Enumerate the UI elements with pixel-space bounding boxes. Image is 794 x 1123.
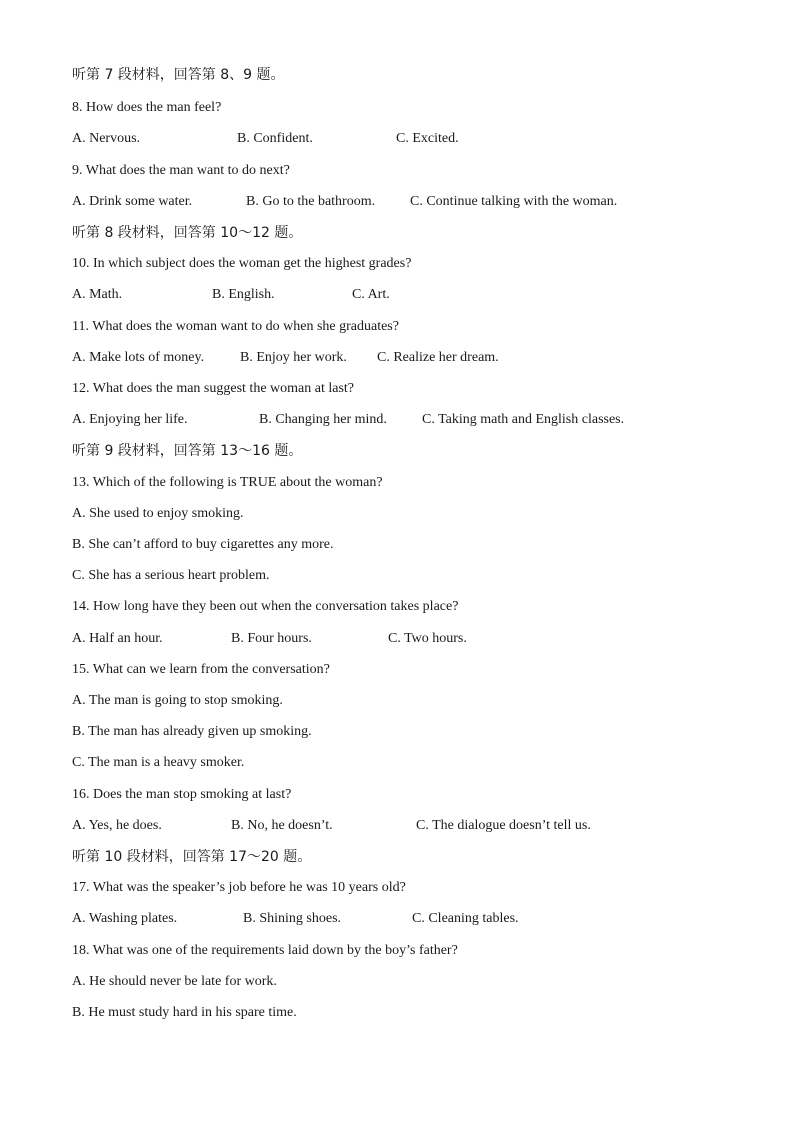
option-10b: B. English. [212, 287, 275, 302]
option-12b: B. Changing her mind. [259, 412, 387, 427]
option-8c: C. Excited. [396, 131, 459, 146]
question-15: 15. What can we learn from the conversation? [72, 662, 330, 677]
option-17a: A. Washing plates. [72, 911, 178, 926]
question-17: 17. What was the speaker’s job before he was 10 years old? [72, 880, 406, 895]
option-13a: A. She used to enjoy smoking. [72, 506, 244, 521]
question-11: 11. What does the woman want to do when she graduates? [72, 319, 399, 334]
option-10c: C. Art. [352, 287, 390, 302]
section-heading-7: 听第 7 段材料，回答第 8、9 题。 [72, 67, 285, 83]
question-14: 14. How long have they been out when the conversation takes place? [72, 599, 459, 614]
section-heading-8: 听第 8 段材料，回答第 10～12 题。 [72, 225, 303, 241]
question-13: 13. Which of the following is TRUE about the woman? [72, 475, 383, 490]
option-16a: A. Yes, he does. [72, 818, 162, 833]
question-12: 12. What does the man suggest the woman at last? [72, 381, 355, 396]
option-15c: C. The man is a heavy smoker. [72, 755, 245, 770]
question-18: 18. What was one of the requirements laid down by the boy’s father? [72, 943, 458, 958]
option-16c: C. The dialogue doesn’t tell us. [416, 818, 591, 833]
option-17b: B. Shining shoes. [243, 911, 342, 926]
question-10: 10. In which subject does the woman get the highest grades? [72, 256, 412, 271]
question-16: 16. Does the man stop smoking at last? [72, 787, 292, 802]
option-18a: A. He should never be late for work. [72, 974, 277, 989]
option-9c: C. Continue talking with the woman. [410, 194, 618, 209]
option-16b: B. No, he doesn’t. [231, 818, 333, 833]
option-17c: C. Cleaning tables. [412, 911, 519, 926]
option-18b: B. He must study hard in his spare time. [72, 1005, 297, 1020]
option-11a: A. Make lots of money. [72, 350, 205, 365]
question-8: 8. How does the man feel? [72, 100, 222, 115]
option-15b: B. The man has already given up smoking. [72, 724, 312, 739]
option-13c: C. She has a serious heart problem. [72, 568, 270, 583]
option-14c: C. Two hours. [388, 631, 467, 646]
option-8b: B. Confident. [237, 131, 313, 146]
option-15a: A. The man is going to stop smoking. [72, 693, 283, 708]
option-11c: C. Realize her dream. [377, 350, 499, 365]
option-14b: B. Four hours. [231, 631, 312, 646]
question-9: 9. What does the man want to do next? [72, 163, 290, 178]
option-12a: A. Enjoying her life. [72, 412, 188, 427]
option-12c: C. Taking math and English classes. [422, 412, 625, 427]
option-11b: B. Enjoy her work. [240, 350, 347, 365]
section-heading-10: 听第 10 段材料，回答第 17～20 题。 [72, 849, 312, 865]
option-13b: B. She can’t afford to buy cigarettes any more. [72, 537, 334, 552]
option-9b: B. Go to the bathroom. [246, 194, 376, 209]
option-9a: A. Drink some water. [72, 194, 193, 209]
option-8a: A. Nervous. [72, 131, 141, 146]
option-10a: A. Math. [72, 287, 123, 302]
section-heading-9: 听第 9 段材料，回答第 13～16 题。 [72, 443, 303, 459]
option-14a: A. Half an hour. [72, 631, 163, 646]
